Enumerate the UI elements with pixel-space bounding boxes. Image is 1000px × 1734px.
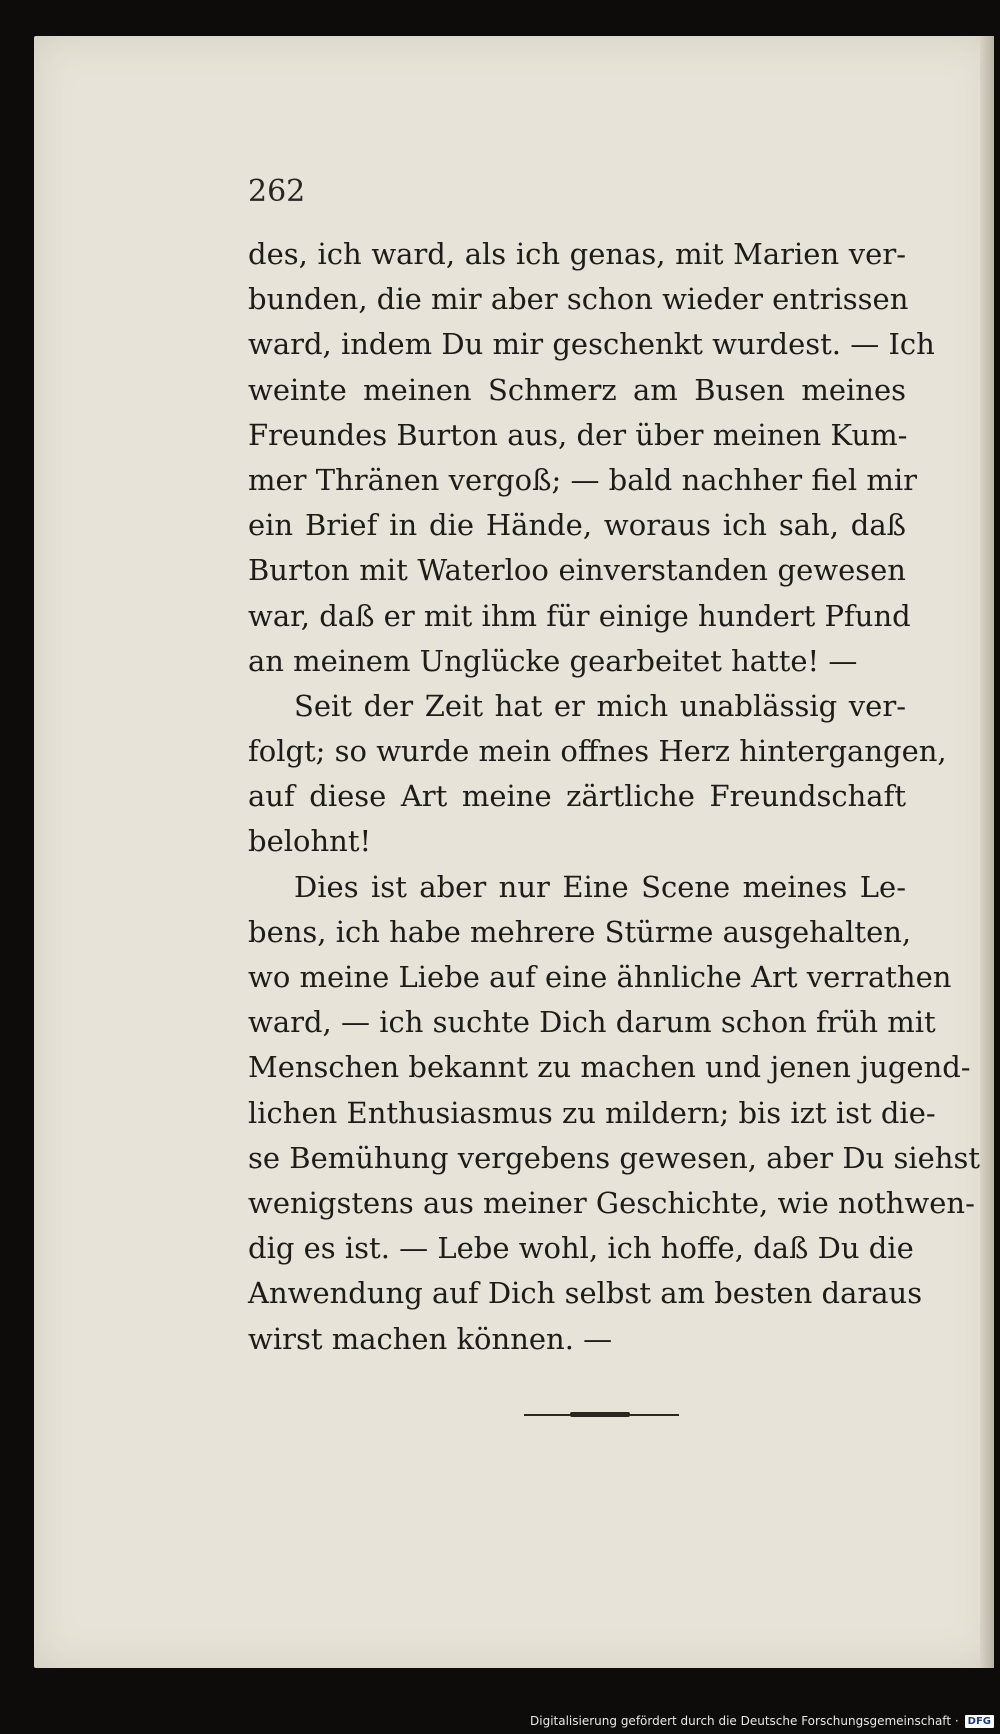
text-line: wo meine Liebe auf eine ähnliche Art verrathen xyxy=(248,960,952,994)
text-line: ein Brief in die Hände, woraus ich sah, daß xyxy=(248,508,906,543)
text-line: ward, indem Du mir geschenkt wurdest. — Ich xyxy=(248,327,935,362)
text-line: bens, ich habe mehrere Stürme ausgehalten, xyxy=(248,914,912,949)
text-line: lichen Enthusiasmus zu mildern; bis izt ist die- xyxy=(248,1095,936,1130)
text-line: des, ich ward, als ich genas, mit Marien ver- xyxy=(248,237,906,271)
text-line: war, daß er mit ihm für einige hundert Pfund xyxy=(248,598,911,633)
text-line: folgt; so wurde mein offnes Herz hintergangen, xyxy=(248,734,947,769)
text-line: Menschen bekannt zu machen und jenen jugend- xyxy=(248,1050,971,1085)
paragraph-2 xyxy=(248,684,947,865)
text-line: se Bemühung vergebens gewesen, aber Du siehst xyxy=(248,1140,981,1175)
page-edge xyxy=(980,36,994,1668)
text-line: Anwendung auf Dich selbst am besten daraus xyxy=(248,1276,923,1311)
text-line: ward, — ich suchte Dich darum schon früh mit xyxy=(248,1005,936,1040)
digitization-credit xyxy=(530,1710,994,1732)
credit-text: Digitalisierung gefördert durch die Deutsche Forschungsgemeinschaft · xyxy=(530,1714,959,1728)
closing-rule-center xyxy=(570,1412,630,1417)
text-line: auf diese Art meine zärtliche Freundschaft xyxy=(248,779,906,814)
text-line: wirst machen können. — xyxy=(248,1321,613,1356)
text-line: Burton mit Waterloo einverstanden gewesen xyxy=(248,553,906,588)
text-line: bunden, die mir aber schon wieder entrissen xyxy=(248,282,909,317)
text-line: Freundes Burton aus, der über meinen Kum- xyxy=(248,417,908,452)
text-line: mer Thränen vergoß; — bald nachher fiel mir xyxy=(248,462,918,497)
page-number: 262 xyxy=(248,174,306,209)
text-line: an meinem Unglücke gearbeitet hatte! — xyxy=(248,643,858,678)
text-line: Dies ist aber nur Eine Scene meines Le- xyxy=(294,869,906,904)
book-page xyxy=(34,36,994,1668)
text-line: Seit der Zeit hat er mich unablässig ver- xyxy=(294,688,906,723)
text-line: wenigstens aus meiner Geschichte, wie nothwen- xyxy=(248,1185,975,1220)
text-line: belohnt! xyxy=(248,824,372,859)
paragraph-3 xyxy=(248,865,981,1362)
text-line: dig es ist. — Lebe wohl, ich hoffe, daß Du die xyxy=(248,1231,914,1266)
body-text xyxy=(248,232,981,1362)
dfg-logo: DFG xyxy=(965,1715,994,1728)
paragraph-1 xyxy=(248,232,935,684)
text-line: weinte meinen Schmerz am Busen meines xyxy=(248,372,906,407)
